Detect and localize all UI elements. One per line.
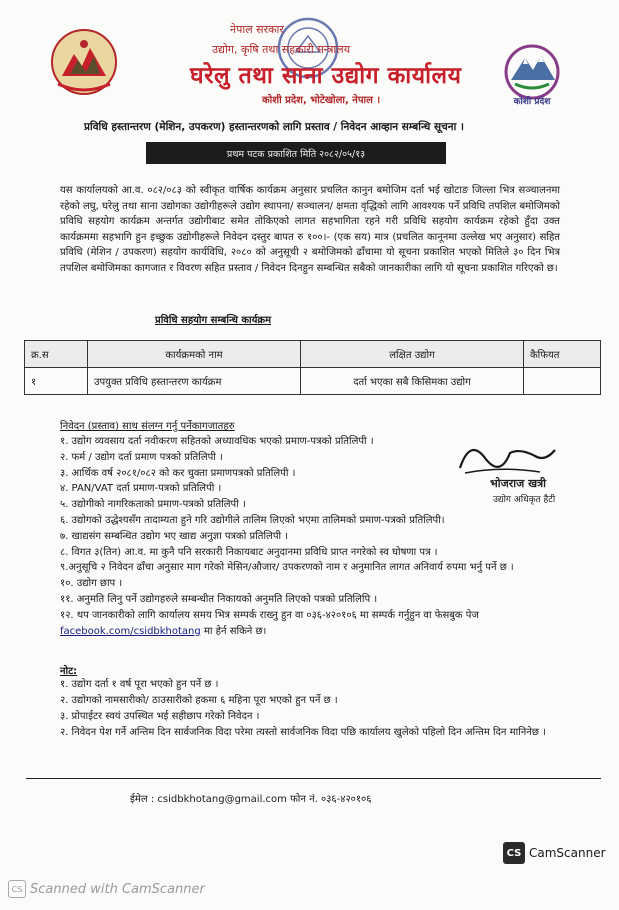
list-item: ९.अनुसूचि २ निवेदन ढाँचा अनुसार माग गरेको मेसिन/औजार/ उपकरणको नाम र अनुमानित लागत अनिवार्य रुपमा भर्नु पर्ने छ ।: [60, 562, 514, 574]
table-header: कैफियत: [524, 341, 601, 368]
office-title: घरेलु तथा साना उद्योग कार्यालय: [190, 63, 462, 89]
list-item: १. उद्योग व्यवसाय दर्ता नवीकरण सहितको अध्यावधिक भएको प्रमाण-पत्रको प्रतिलिपी ।: [60, 436, 374, 447]
scanned-watermark: [8, 880, 205, 898]
signatory-name: भोजराज खत्री: [490, 477, 547, 490]
table-cell: उपयुक्त प्रविधि हस्तान्तरण कार्यक्रम: [88, 368, 301, 395]
notes-list: [60, 677, 560, 741]
camscanner-icon: CS: [503, 842, 525, 864]
list-item: ४. PAN/VAT दर्ता प्रमाण-पत्रको प्रतिलिपी ।: [60, 483, 222, 495]
table-header: लक्षित उद्योग: [301, 341, 524, 368]
publication-date: प्रथम पटक प्रकाशित मिति २०८२/०५/१३: [226, 148, 366, 160]
footer-contact: [130, 791, 371, 805]
list-item: १. उद्योग दर्ता १ वर्ष पूरा भएको हुन पर्ने छ ।: [60, 679, 219, 690]
camscanner-badge: [503, 842, 606, 864]
notice-title: प्रविधि हस्तान्तरण (मेशिन, उपकरण) हस्तान्तरणको लागि प्रस्ताव / निवेदन आव्हान सम्बन्धि सूचना ।: [84, 121, 464, 133]
office-address: कोशी प्रदेश, भोटेखोला, नेपाल ।: [262, 95, 381, 106]
watermark-text: Scanned with CamScanner: [30, 881, 205, 897]
table-header: कार्यक्रमको नाम: [88, 341, 301, 368]
email-link[interactable]: csidbkhotang@gmail.com: [157, 794, 287, 805]
footer-divider: [26, 778, 601, 779]
list-item: १०. उद्योग छाप ।: [60, 578, 123, 590]
program-table: [24, 340, 601, 395]
list-item: ३. आर्थिक वर्ष २०८१/०८२ को कर चुक्ता प्रमाणपत्रको प्रतिलिपी ।: [60, 467, 296, 479]
phone-label: फोन नं.: [290, 794, 318, 805]
ministry-label: उद्योग, कृषि तथा सहकारी मन्त्रालय: [212, 43, 351, 56]
camscanner-brand: CamScanner: [529, 846, 606, 860]
list-item: ६. उद्योगको उद्धेश्यसँग तादाम्यता हुने गरि उद्योगीले तालिम लिएको भएमा तालिमको प्रमाण-पत्रको प्रतिलिपी।: [60, 514, 445, 526]
table-cell: [524, 368, 601, 395]
list-item: ७. खाद्यसंग सम्बन्धित उद्योग भए खाद्य अनुज्ञा पत्रको प्रतिलिपी ।: [60, 530, 289, 542]
list-item: २. उद्योगको नामसारीको/ ठाउसारीको हकमा ६ महिना पूरा भएको हुन पर्ने छ ।: [60, 695, 338, 706]
koshi-pradesh-logo-icon: [495, 40, 569, 110]
table-row: [25, 368, 601, 395]
signatory-designation: उद्योग अधिकृत हैटी: [493, 495, 556, 505]
documents-title: निवेदन (प्रस्ताव) साथ संलग्न गर्नु पर्नेकागजातहरु: [60, 421, 235, 432]
camscanner-small-icon: CS: [8, 880, 26, 898]
koshi-logo-text: कोशी प्रदेश: [513, 97, 551, 107]
list-item: ११. अनुमति लिनु पर्ने उद्योगहरुले सम्बन्धीत निकायको अनुमति लिएको पत्रको प्रतिलिपि ।: [60, 593, 378, 605]
list-item-text: १२. थप जानकारीको लागि कार्यालय समय भित्र सम्पर्क राख्नु हुन वा ०३६-४२०१०६ मा सम्पर्क गर्नुहुन वा फेसबुक पेज: [60, 609, 479, 621]
table-cell: दर्ता भएका सबै किसिमका उद्योग: [301, 368, 524, 395]
facebook-link[interactable]: facebook.com/csidbkhotang: [60, 625, 201, 637]
notice-paragraph: यस कार्यालयको आ.व. ०८२/०८३ को स्वीकृत वार्षिक कार्यक्रम अनुसार प्रचलित कानुन बमोजिम दर्ता भई खोटाङ जिल्ला भित्र सञ्चालनमा रहेको लघु, घरेलु तथा साना उद्योगका उद्योगीहरूले उद्योग स्थापना/ सञ्चालन/ क्षमता वृद्धिको लागि आवश्यक पर्ने प्रविधि तपशिल बमोजिमको प्रविधि सहयोग कार्यक्रम अन्तर्गत उद्योगीबाट समेत तोकिएको लागत सहभागिता रहने गरी प्रविधि सहयोग कार्यक्रम रहेको हुँदा उक्त कार्यक्रममा सहभागि हुन इच्छुक उद्योगीहरूले निवेदन दस्तुर बापत रु १००।- (एक सय) मात्र (प्रचलित कानूनमा उल्लेख भए अनुसार) सहित प्रविधि (मेशिन / उपकरण) सहयोग कार्यविधि, २०८० को अनुसूची २ बमोजिमको ढाँचामा यो सूचना प्रकाशित भएको मितिले ३० दिन भित्र तपशिल बमोजिमका कागजात र विवरण सहित प्रस्ताव / निवेदन दिनहुन सम्बन्धित सबैको जानकारीका लागि यो सूचना प्रकाशित गरिएको छ।: [60, 185, 560, 274]
phone-number: ०३६-४२०१०६: [321, 794, 372, 805]
section-title: प्रविधि सहयोग सम्बन्धि कार्यक्रम: [155, 315, 272, 326]
list-item: ५. उद्योगीको नागरिकताको प्रमाण-पत्रको प्रतिलिपी ।: [60, 499, 246, 511]
list-item: २. निवेदन पेश गर्ने अन्तिम दिन सार्वजनिक विदा परेमा त्यस्तो सार्वजनिक विदा पछि कार्यालय खुलेको पहिलो दिन अन्तिम दिन मानिनेछ ।: [60, 727, 546, 738]
table-header-row: [25, 341, 601, 368]
list-item: [60, 608, 565, 640]
nepal-emblem-icon: [48, 26, 120, 96]
list-item: ८. विगत ३(तिन) आ.व. मा कुनै पनि सरकारी निकायबाट अनुदानमा प्रविधि प्राप्त नगरेको स्व घोषणा पत्र ।: [60, 546, 438, 558]
list-item: २. फर्म / उद्योग दर्ता प्रमाण पत्रको प्रतिलिपी ।: [60, 451, 223, 463]
table-header: क्र.स: [25, 341, 88, 368]
email-label: ईमेल :: [130, 794, 155, 805]
publication-date-bar: [146, 142, 446, 164]
list-item: ३. प्रोपाईटर स्वयं उपस्थित भई सहीछाप गरेको निवेदन ।: [60, 711, 260, 722]
table-cell: १: [25, 368, 88, 395]
government-label: नेपाल सरकार: [230, 23, 284, 36]
notes-title: नोट:: [60, 666, 78, 677]
facebook-suffix: मा हेर्न सकिने छ।: [203, 625, 267, 637]
